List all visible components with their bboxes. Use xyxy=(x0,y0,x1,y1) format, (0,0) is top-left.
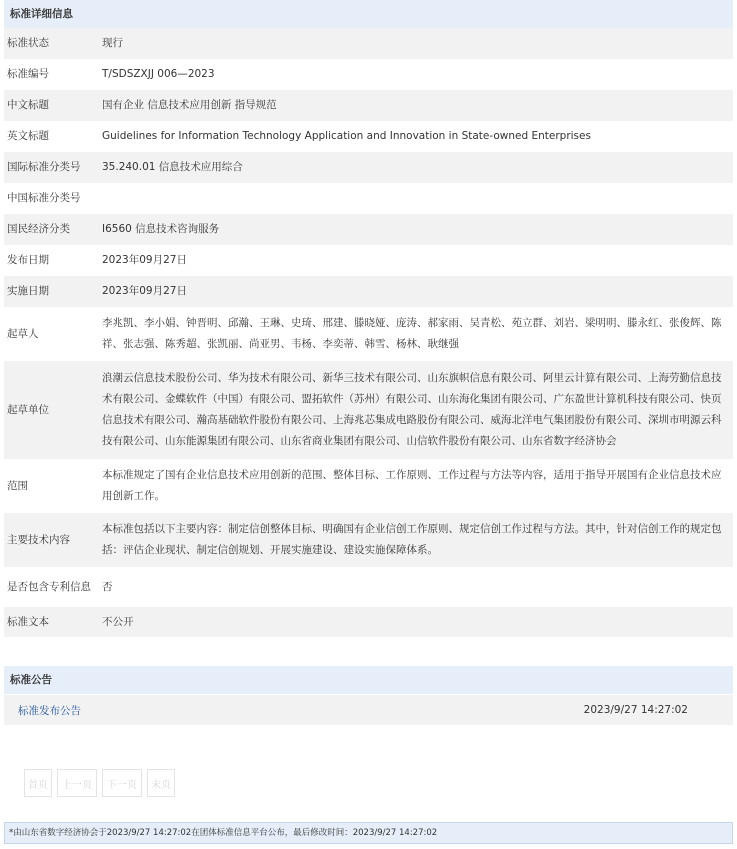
field-label: 标准编号 xyxy=(7,68,49,80)
field-value: 国有企业 信息技术应用创新 指导规范 xyxy=(102,99,277,111)
table-row xyxy=(4,214,733,245)
table-row xyxy=(4,459,733,513)
field-label: 实施日期 xyxy=(7,285,49,297)
next-page-button[interactable]: 下一页 xyxy=(102,769,142,797)
detail-table xyxy=(4,28,733,637)
field-value: 本标准包括以下主要内容：制定信创整体目标、明确国有企业信创工作原则、规定信创工作过程与方法。其中，针对信创工作的规定包括：评估企业现状、制定信创规划、开展实施建设、建设实施保障体系。 xyxy=(102,523,722,556)
table-row xyxy=(4,607,733,637)
field-label: 范围 xyxy=(7,479,28,492)
pagination xyxy=(24,769,175,797)
table-row xyxy=(4,245,733,276)
field-value: 李兆凯、李小娟、钟晋明、邱瀚、王琳、史琦、邢建、滕晓娅、庞涛、郝家雨、吴青松、苑立群、刘岩、梁明明、滕永红、张俊辉、陈祥、张志强、陈秀超、张凯丽、尚亚男、韦杨、李奕蒂、韩雪、杨林、耿继强 xyxy=(102,317,722,350)
field-label: 发布日期 xyxy=(7,254,49,266)
field-label: 国民经济分类 xyxy=(7,223,70,235)
field-label: 中文标题 xyxy=(7,99,49,111)
field-value: T/SDSZXJJ 006—2023 xyxy=(102,68,215,80)
table-row xyxy=(4,59,733,90)
field-value: 2023年09月27日 xyxy=(102,285,187,297)
field-label: 起草单位 xyxy=(7,403,49,416)
table-row xyxy=(4,307,733,361)
field-label: 国际标准分类号 xyxy=(7,161,81,173)
table-row xyxy=(4,90,733,121)
field-value: 2023年09月27日 xyxy=(102,254,187,266)
notice-row xyxy=(4,695,733,725)
field-value: 否 xyxy=(102,580,113,593)
field-label: 主要技术内容 xyxy=(7,533,70,546)
field-label: 英文标题 xyxy=(7,130,49,142)
field-value: I6560 信息技术咨询服务 xyxy=(102,223,220,235)
field-value xyxy=(102,183,733,214)
field-value: 现行 xyxy=(102,37,123,49)
table-row xyxy=(4,183,733,214)
table-row xyxy=(4,276,733,307)
field-label: 标准文本 xyxy=(7,615,49,628)
first-page-button[interactable]: 首页 xyxy=(24,769,52,797)
table-row xyxy=(4,152,733,183)
detail-section-header: 标准详细信息 xyxy=(4,0,733,28)
field-value: Guidelines for Information Technology Application and Innovation in State-owned Enterprises xyxy=(102,130,591,142)
table-row xyxy=(4,513,733,567)
notice-time: 2023/9/27 14:27:02 xyxy=(583,704,688,716)
notice-section-header: 标准公告 xyxy=(4,666,733,694)
publish-footer: *由山东省数字经济协会于2023/9/27 14:27:02在团体标准信息平台公布，最后修改时间：2023/9/27 14:27:02 xyxy=(4,822,733,844)
notice-link[interactable]: 标准发布公告 xyxy=(18,704,81,717)
field-label: 标准状态 xyxy=(7,37,49,49)
table-row xyxy=(4,121,733,152)
field-label: 是否包含专利信息 xyxy=(7,580,91,593)
field-value: 浪潮云信息技术股份公司、华为技术有限公司、新华三技术有限公司、山东旗帜信息有限公司、阿里云计算有限公司、上海劳勤信息技术有限公司、金蝶软件（中国）有限公司、盟拓软件（苏州）有限公司、山东海化集团有限公司、广东盈世计算机科技有限公司、快页信息技术有限公司、瀚高基础软件股份有限公司、上海兆芯集成电路股份有限公司、威海北洋电气集团股份有限公司、深圳市明源云科技有限公司、山东能源集团有限公司、山东省商业集团有限公司、山信软件股份有限公司、山东省数字经济协会 xyxy=(102,372,722,447)
field-value: 不公开 xyxy=(102,615,134,628)
last-page-button[interactable]: 末页 xyxy=(147,769,175,797)
table-row xyxy=(4,361,733,459)
prev-page-button[interactable]: 上一页 xyxy=(57,769,97,797)
table-row xyxy=(4,28,733,59)
field-value: 本标准规定了国有企业信息技术应用创新的范围、整体目标、工作原则、工作过程与方法等内容，适用于指导开展国有企业信息技术应用创新工作。 xyxy=(102,469,722,502)
field-label: 中国标准分类号 xyxy=(7,192,81,204)
field-value: 35.240.01 信息技术应用综合 xyxy=(102,161,243,173)
table-row xyxy=(4,567,733,607)
field-label: 起草人 xyxy=(7,327,39,340)
